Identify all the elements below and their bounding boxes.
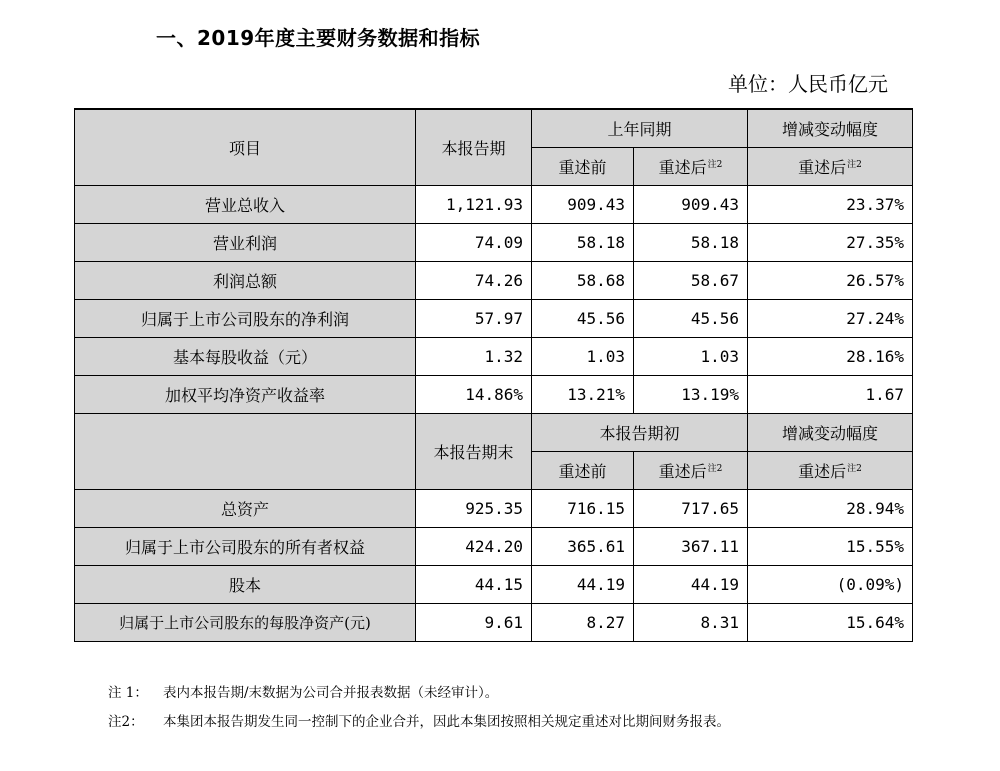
cell-after: 44.19	[634, 565, 748, 603]
footnote-tag: 注 1：	[108, 685, 148, 701]
header-item: 项目	[75, 109, 416, 185]
table-row	[75, 603, 913, 641]
header-change-2: 增减变动幅度	[748, 413, 913, 451]
section-heading: 一、2019年度主要财务数据和指标	[156, 26, 481, 50]
row-label: 总资产	[75, 489, 416, 527]
cell-after: 58.18	[634, 223, 748, 261]
cell-change: (0.09%)	[748, 565, 913, 603]
table-row	[75, 489, 913, 527]
cell-change: 27.35%	[748, 223, 913, 261]
header-prior-period: 上年同期	[532, 109, 748, 147]
cell-before: 1.03	[532, 337, 634, 375]
cell-before: 909.43	[532, 185, 634, 223]
cell-change: 26.57%	[748, 261, 913, 299]
header-restated-before-2: 重述前	[532, 451, 634, 489]
footnote-1	[108, 681, 498, 701]
row-label: 归属于上市公司股东的净利润	[75, 299, 416, 337]
table-row	[75, 299, 913, 337]
header-restated-after: 重述后$^{注2}$	[634, 147, 748, 185]
cell-change: 15.64%	[748, 603, 913, 641]
footnote-tag: 注2：	[108, 714, 144, 730]
row-label: 营业总收入	[75, 185, 416, 223]
cell-after: 45.56	[634, 299, 748, 337]
cell-after: 367.11	[634, 527, 748, 565]
cell-before: 45.56	[532, 299, 634, 337]
cell-current: 44.15	[416, 565, 532, 603]
cell-after: 909.43	[634, 185, 748, 223]
cell-before: 8.27	[532, 603, 634, 641]
unit-label: 单位：人民币亿元	[728, 72, 888, 96]
footnote-text: 本集团本报告期发生同一控制下的企业合并，因此本集团按照相关规定重述对比期间财务报表。	[163, 714, 730, 730]
header-period-start: 本报告期初	[532, 413, 748, 451]
row-label: 股本	[75, 565, 416, 603]
cell-change: 1.67	[748, 375, 913, 413]
cell-after: 8.31	[634, 603, 748, 641]
cell-before: 13.21%	[532, 375, 634, 413]
cell-current: 74.09	[416, 223, 532, 261]
table-row	[75, 261, 913, 299]
cell-change: 28.94%	[748, 489, 913, 527]
cell-after: 1.03	[634, 337, 748, 375]
cell-before: 58.68	[532, 261, 634, 299]
header-current-period: 本报告期	[416, 109, 532, 185]
header-period-end: 本报告期末	[416, 413, 532, 489]
cell-current: 14.86%	[416, 375, 532, 413]
table-row	[75, 185, 913, 223]
cell-change: 23.37%	[748, 185, 913, 223]
table-row	[75, 223, 913, 261]
financial-data-table	[74, 108, 913, 642]
cell-before: 716.15	[532, 489, 634, 527]
cell-before: 44.19	[532, 565, 634, 603]
table-row	[75, 337, 913, 375]
row-label: 营业利润	[75, 223, 416, 261]
cell-change: 28.16%	[748, 337, 913, 375]
cell-change: 15.55%	[748, 527, 913, 565]
cell-after: 58.67	[634, 261, 748, 299]
cell-current: 74.26	[416, 261, 532, 299]
cell-current: 1,121.93	[416, 185, 532, 223]
cell-current: 9.61	[416, 603, 532, 641]
cell-current: 424.20	[416, 527, 532, 565]
row-label: 加权平均净资产收益率	[75, 375, 416, 413]
header-change-restated-after: 重述后$^{注2}$	[748, 147, 913, 185]
row-label: 基本每股收益（元）	[75, 337, 416, 375]
cell-current: 1.32	[416, 337, 532, 375]
header-item-blank	[75, 413, 416, 489]
header-change: 增减变动幅度	[748, 109, 913, 147]
header-restated-before: 重述前	[532, 147, 634, 185]
cell-before: 365.61	[532, 527, 634, 565]
table-row	[75, 375, 913, 413]
table-row	[75, 565, 913, 603]
row-label: 归属于上市公司股东的每股净资产(元)	[75, 603, 416, 641]
row-label: 归属于上市公司股东的所有者权益	[75, 527, 416, 565]
cell-before: 58.18	[532, 223, 634, 261]
footnote-2	[108, 710, 730, 730]
cell-change: 27.24%	[748, 299, 913, 337]
row-label: 利润总额	[75, 261, 416, 299]
header-change-restated-after-2: 重述后$^{注2}$	[748, 451, 913, 489]
table-row	[75, 527, 913, 565]
cell-after: 717.65	[634, 489, 748, 527]
footnote-text: 表内本报告期/末数据为公司合并报表数据（未经审计）。	[163, 685, 499, 701]
header-restated-after-2: 重述后$^{注2}$	[634, 451, 748, 489]
cell-current: 925.35	[416, 489, 532, 527]
cell-current: 57.97	[416, 299, 532, 337]
cell-after: 13.19%	[634, 375, 748, 413]
